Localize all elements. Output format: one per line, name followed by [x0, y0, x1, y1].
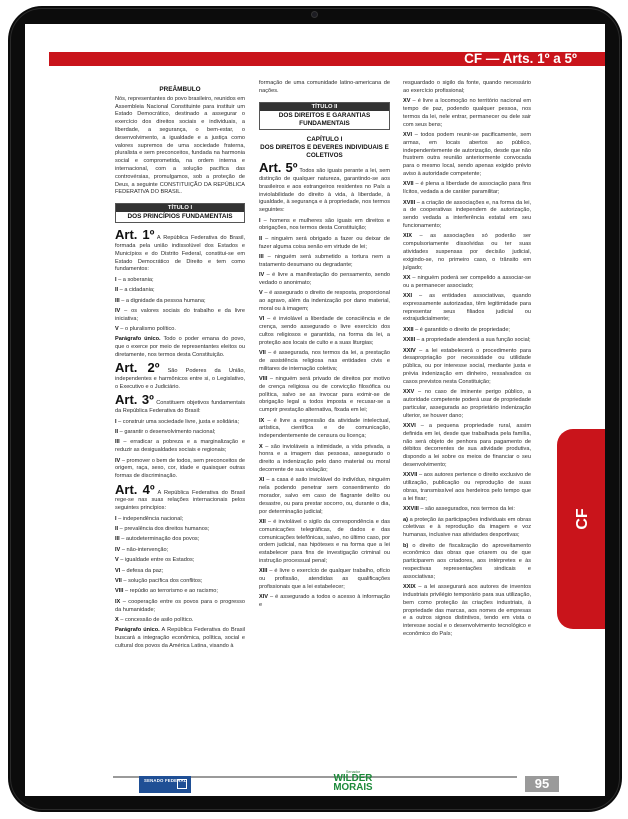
- list-item: [115, 617, 245, 625]
- list-item: [115, 429, 245, 437]
- item-number: IV: [115, 546, 121, 553]
- item-text: – as entidades associativas, quando expressamente autorizadas, têm legitimidade para representar seus filiados judicial ou extrajudicialmente;: [403, 293, 531, 323]
- article-1-paragrafo: [115, 336, 245, 359]
- item-text: – igualdade entre os Estados;: [118, 557, 195, 564]
- titulo-2-label: TÍTULO II: [260, 103, 389, 111]
- list-item: [115, 568, 245, 576]
- item-number: XIV: [259, 594, 269, 601]
- list-item: [259, 272, 390, 288]
- chapter-name: DOS DIREITOS E DEVERES INDIVIDUAIS E COLETIVOS: [260, 143, 389, 159]
- item-number: XXII: [403, 326, 414, 333]
- item-text: – a lei assegurará aos autores de inventos industriais privilégio temporário para sua utilização, bem como proteção às criações industriais, à propriedade das marcas, aos nomes de empresas e a outros signos distintivos, tendo em vista o interesse social e o desenvolvimento tecnológico e econômico do País;: [403, 584, 531, 637]
- senator-name-line-2: MORAIS: [333, 782, 373, 794]
- list-item: [115, 557, 245, 565]
- list-item: [259, 350, 390, 373]
- chapter-label: CAPÍTULO I: [306, 135, 343, 143]
- item-text: a proteção às participações individuais em obras coletivas e à reprodução da imagem e voz humanas, inclusive nas atividades desportivas;: [403, 516, 531, 539]
- article-5: [259, 162, 390, 215]
- column-1: [115, 78, 245, 653]
- list-item: [259, 519, 390, 566]
- article-3-heading: Art. 3º: [115, 392, 154, 408]
- item-text: – é livre a manifestação do pensamento, sendo vedado o anonimato;: [259, 272, 390, 286]
- list-item: [115, 326, 245, 334]
- item-text: – é assegurado a todos o acesso à informação e: [259, 594, 390, 609]
- item-text: – a pequena propriedade rural, assim definida em lei, desde que trabalhada pela família, não será objeto de penhora para pagamento de débitos decorrentes de sua atividade produtiva, dispondo a lei sobre os meios de financiar o seu desenvolvimento;: [403, 423, 531, 468]
- item-number: II: [115, 525, 119, 532]
- list-item: [403, 517, 531, 540]
- list-item: [403, 293, 531, 324]
- list-item: [403, 348, 531, 387]
- list-item: [115, 419, 245, 427]
- list-item: [403, 275, 531, 291]
- article-5-items-continued: [403, 98, 531, 639]
- article-4: [115, 481, 245, 513]
- item-text: – a casa é asilo inviolável do indivíduo, ninguém nela podendo penetrar sem consentimento do morador, salvo em caso de flagrante delito ou desastre, ou para prestar socorro, ou, durante o dia, por determinação judicial;: [259, 477, 390, 515]
- list-item: [403, 132, 531, 179]
- list-item: [259, 568, 390, 591]
- article-1-text: A República Federativa do Brasil, formada pela união indissolúvel dos Estados e Municípios e do Distrito Federal, constitui-se em Estado Democrático de Direito e tem como fundamentos:: [115, 235, 245, 273]
- item-text: – garantir o desenvolvimento nacional;: [118, 429, 216, 436]
- item-text: – erradicar a pobreza e a marginalização e reduzir as desigualdades sociais e regionais;: [115, 439, 245, 454]
- item-number: I: [115, 515, 117, 522]
- item-text: – é inviolável o sigilo da correspondência e das comunicações telegráficas, de dados e das comunicações telefônicas, salvo, no último caso, por ordem judicial, nas hipóteses e na forma que a lei estabelecer para fins de investigação criminal ou instrução processual penal;: [259, 518, 390, 564]
- item-number: II: [259, 235, 263, 242]
- article-3-text: Constituem objetivos fundamentais da República Federativa do Brasil:: [115, 400, 245, 415]
- item-number: XVII: [403, 181, 414, 188]
- item-number: XX: [403, 274, 411, 281]
- item-text: – ninguém poderá ser compelido a associar-se ou a permanecer associado;: [403, 274, 531, 289]
- camera-icon: [311, 11, 318, 18]
- item-text: – a soberania;: [116, 276, 154, 283]
- titulo-1-label: TÍTULO I: [116, 204, 244, 212]
- list-item: [115, 547, 245, 555]
- article-4-paragrafo-label: Parágrafo único.: [115, 627, 160, 634]
- list-item: [403, 472, 531, 503]
- titulo-1-name: DOS PRINCÍPIOS FUNDAMENTAIS: [127, 213, 233, 221]
- list-item: [403, 423, 531, 470]
- item-number: II: [115, 429, 119, 436]
- list-item: [115, 588, 245, 596]
- title-box-titulo-1: [115, 203, 245, 223]
- item-number: XXVII: [403, 472, 418, 479]
- list-item: [259, 218, 390, 234]
- item-text: – é inviolável a liberdade de consciência e de crença, sendo assegurado o livre exercício dos cultos religiosos e garantida, na forma da lei, a proteção aos locais de culto e a suas liturgias;: [259, 316, 390, 346]
- list-item: [259, 290, 390, 313]
- list-item: [115, 516, 245, 524]
- item-text: – promover o bem de todos, sem preconceitos de origem, raça, sexo, cor, idade e quaisquer outras formas de discriminação.: [115, 457, 245, 480]
- article-1-paragrafo-label: Parágrafo único.: [115, 336, 161, 343]
- list-item: [259, 376, 390, 415]
- list-item: [115, 599, 245, 615]
- article-2: [115, 362, 245, 391]
- item-text: – é plena a liberdade de associação para fins lícitos, vedada a de caráter paramilitar;: [403, 181, 531, 196]
- item-number: VIII: [115, 588, 124, 595]
- article-1-paragrafo-text: Todo o poder emana do povo, que o exerce por meio de representantes eleitos ou diretamente, nos termos desta Constituição.: [115, 336, 245, 359]
- titulo-2-name: DOS DIREITOS E GARANTIAS FUNDAMENTAIS: [278, 111, 371, 127]
- item-number: V: [259, 290, 263, 297]
- item-number: XV: [403, 98, 411, 105]
- item-number: III: [259, 253, 264, 260]
- preambulo-text: Nós, representantes do povo brasileiro, reunidos em Assembleia Nacional Constituinte para instituir um Estado Democrático, destinado a assegurar o exercício dos direitos sociais e individuais, a liberdade, a segurança, o bem-estar, o desenvolvimento, a igualdade e a justiça como valores supremos de uma sociedade fraterna, pluralista e sem preconceitos, fundada na harmonia social e comprometida, na ordem interna e internacional, com a solução pacífica das controvérsias, promulgamos, sob a proteção de Deus, a seguinte CONSTITUIÇÃO DA REPÚBLICA FEDERATIVA DO BRASIL.: [115, 95, 245, 196]
- item-number: I: [115, 276, 117, 283]
- list-item: [115, 458, 245, 481]
- article-1: [115, 229, 245, 274]
- column-2: [259, 80, 390, 613]
- item-text: – é livre o exercício de qualquer trabalho, ofício ou profissão, atendidas as qualificações profissionais que a lei estabelecer;: [259, 568, 390, 590]
- item-text: – é assegurado o direito de resposta, proporcional ao agravo, além da indenização por dano material, moral ou à imagem;: [259, 290, 390, 312]
- list-item: [115, 526, 245, 534]
- item-number: XXIV: [403, 347, 416, 354]
- item-text: – ninguém será submetido a tortura nem a tratamento desumano ou degradante;: [259, 253, 390, 268]
- item-number: VI: [115, 567, 121, 574]
- article-4-items: [115, 516, 245, 625]
- item-text: – a dignidade da pessoa humana;: [119, 297, 206, 304]
- item-number: VIII: [259, 376, 268, 383]
- item-number: XIX: [403, 233, 413, 240]
- item-text: – a cidadania;: [118, 287, 155, 294]
- item-number: II: [115, 287, 119, 294]
- item-text: – aos autores pertence o direito exclusivo de utilização, publicação ou reprodução de suas obras, transmissível aos herdeiros pelo tempo que a lei fixar;: [403, 472, 531, 502]
- list-item: [115, 578, 245, 586]
- item-number: XXVI: [403, 423, 416, 429]
- list-item: [403, 389, 531, 420]
- item-text: – cooperação entre os povos para o progresso da humanidade;: [115, 598, 245, 613]
- article-5-text: Todos são iguais perante a lei, sem distinção de qualquer natureza, garantindo-se aos brasileiros e aos estrangeiros residentes no País a inviolabilidade do direito à vida, à liberdade, à igualdade, à segurança e à propriedade, nos termos seguintes:: [259, 168, 390, 214]
- item-text: – é livre a expressão da atividade intelectual, artística, científica e de comunicação, independentemente de censura ou licença;: [259, 417, 390, 440]
- item-number: XXV: [403, 389, 415, 396]
- article-1-items: [115, 277, 245, 334]
- article-5-items: [259, 218, 390, 610]
- page-number: 95: [525, 776, 559, 792]
- list-item: [403, 181, 531, 197]
- list-item: [115, 287, 245, 295]
- article-4-paragrafo: [115, 627, 245, 650]
- title-box-titulo-2: [259, 102, 390, 130]
- item-text: o direito de fiscalização do aproveitamento econômico das obras que criarem ou de que participarem aos criadores, aos intérpretes e às respectivas representações sindicais e associativas;: [403, 542, 531, 580]
- list-item: [259, 418, 390, 441]
- item-text: – concessão de asilo político.: [118, 616, 194, 623]
- item-text: – não-intervenção;: [120, 546, 169, 553]
- list-item: [115, 308, 245, 324]
- senado-federal-logo: [139, 776, 191, 793]
- item-number: III: [115, 536, 120, 543]
- senator-logo: [323, 770, 383, 793]
- list-item: [259, 477, 390, 516]
- senator-prefix: Senador: [345, 770, 361, 774]
- item-number: XVI: [403, 131, 413, 138]
- article-1-heading: Art. 1º: [115, 227, 155, 243]
- item-text: – é garantido o direito de propriedade;: [413, 326, 510, 333]
- list-item: [115, 439, 245, 455]
- list-item: [115, 536, 245, 544]
- list-item: [403, 327, 531, 335]
- article-4-text: A República Federativa do Brasil rege-se nas suas relações internacionais pelos seguintes princípios:: [115, 489, 245, 512]
- list-item: [259, 316, 390, 347]
- item-number: VII: [259, 350, 266, 357]
- item-text: – repúdio ao terrorismo e ao racismo;: [123, 588, 218, 595]
- item-number: III: [115, 297, 120, 304]
- article-2-heading: Art. 2º: [115, 360, 160, 376]
- continued-text: formação de uma comunidade latino-americana de nações.: [259, 80, 390, 94]
- item-text: – é assegurada, nos termos da lei, a prestação de assistência religiosa nas entidades civis e militares de internação coletiva;: [259, 350, 390, 372]
- item-number: VI: [259, 316, 265, 323]
- item-number: a): [403, 516, 408, 523]
- list-item: [259, 254, 390, 270]
- item-number: V: [115, 326, 119, 333]
- article-2-text: São Poderes da União, independentes e harmônicos entre si, o Legislativo, o Executivo e o Judiciário.: [115, 368, 245, 391]
- item-text: – no caso de iminente perigo público, a autoridade competente poderá usar de propriedade particular, assegurada ao proprietário indenização ulterior, se houver dano;: [403, 389, 531, 419]
- list-item: [403, 543, 531, 582]
- column-3: [403, 80, 531, 641]
- item-number: XXI: [403, 293, 413, 300]
- item-text: – defesa da paz;: [120, 567, 164, 574]
- list-item: [403, 584, 531, 639]
- item-text: – são invioláveis a intimidade, a vida privada, a honra e a imagem das pessoas, assegurado o direito a indenização pelo dano material ou moral decorrente de sua violação;: [259, 443, 390, 474]
- item-text: – ninguém será obrigado a fazer ou deixar de fazer alguma coisa senão em virtude de lei;: [259, 235, 390, 250]
- item-number: XXIX: [403, 584, 416, 591]
- article-3: [115, 394, 245, 416]
- list-item: [403, 98, 531, 129]
- item-text: – solução pacífica dos conflitos;: [121, 577, 203, 584]
- section-tab-label: CF: [574, 508, 591, 530]
- senado-building-icon: [177, 779, 187, 789]
- item-text: – é livre a locomoção no território nacional em tempo de paz, podendo qualquer pessoa, nos termos da lei, nele entrar, permanecer ou dele sair com seus bens;: [403, 98, 531, 128]
- item-text: – prevalência dos direitos humanos;: [118, 525, 210, 532]
- item-text: – os valores sociais do trabalho e da livre iniciativa;: [115, 307, 245, 322]
- item-text: – a propriedade atenderá a sua função social;: [415, 337, 531, 344]
- list-item: [403, 337, 531, 345]
- continued-text: resguardado o sigilo da fonte, quando necessário ao exercício profissional;: [403, 80, 531, 94]
- item-number: XXVIII: [403, 506, 419, 513]
- item-text: – todos podem reunir-se pacificamente, sem armas, em locais abertos ao público, independentemente de autorização, desde que não frustrem outra reunião anteriormente convocada para o mesmo local, sendo apenas exigido prévio aviso à autoridade competente;: [403, 131, 531, 177]
- senator-name-line-1: WILDER: [333, 773, 373, 784]
- article-5-heading: Art. 5º: [259, 160, 298, 176]
- list-item: [259, 594, 390, 610]
- list-item: [115, 277, 245, 285]
- list-item: [259, 444, 390, 475]
- list-item: [115, 298, 245, 306]
- page-title: CF — Arts. 1º a 5º: [464, 51, 577, 66]
- item-number: IV: [115, 307, 121, 314]
- item-text: – o pluralismo político.: [118, 326, 176, 333]
- article-4-heading: Art. 4º: [115, 481, 155, 497]
- item-text: – são assegurados, nos termos da lei:: [418, 506, 515, 513]
- item-number: IV: [259, 272, 265, 279]
- item-number: I: [115, 418, 117, 425]
- article-4-paragrafo-text: A República Federativa do Brasil buscará a integração econômica, política, social e cultural dos povos da América Latina, visando à: [115, 627, 245, 649]
- item-text: – autodeterminação dos povos;: [119, 536, 200, 543]
- item-text: – construir uma sociedade livre, justa e solidária;: [116, 418, 240, 425]
- list-item: [403, 200, 531, 231]
- senado-federal-label: SENADO FEDERAL: [144, 778, 187, 783]
- list-item: [403, 506, 531, 514]
- item-number: V: [115, 557, 119, 564]
- item-number: VII: [115, 577, 122, 584]
- article-3-items: [115, 419, 245, 481]
- item-number: X: [115, 616, 119, 623]
- list-item: [259, 236, 390, 252]
- item-number: XI: [259, 477, 265, 484]
- list-item: [403, 233, 531, 272]
- item-number: IX: [259, 417, 265, 424]
- item-text: – independência nacional;: [116, 515, 184, 522]
- item-number: III: [115, 439, 120, 446]
- item-number: b): [403, 542, 409, 549]
- item-number: XVIII: [403, 199, 416, 206]
- item-text: – a criação de associações e, na forma da lei, a de cooperativas independem de autorização, sendo vedada a interferência estatal em seu funcionamento;: [403, 199, 531, 229]
- document-page: [25, 24, 605, 796]
- item-text: – ninguém será privado de direitos por motivo de crença religiosa ou de convicção filosófica ou política, salvo se as invocar para eximir-se de obrigação legal a todos imposta e recusar-se a cumprir prestação alternativa, fixada em lei;: [259, 376, 390, 414]
- item-number: X: [259, 443, 263, 450]
- item-text: – homens e mulheres são iguais em direitos e obrigações, nos termos desta Constituição;: [259, 217, 390, 232]
- item-number: XIII: [259, 568, 268, 575]
- item-number: I: [259, 217, 261, 224]
- item-number: IV: [115, 457, 121, 464]
- item-text: – as associações só poderão ser compulsoriamente dissolvidas ou ter suas atividades suspensas por decisão judicial, exigindo-se, no primeiro caso, o trânsito em julgado;: [403, 233, 531, 271]
- item-number: IX: [115, 598, 121, 605]
- item-number: XXIII: [403, 337, 416, 344]
- item-number: XII: [259, 518, 266, 525]
- preambulo-title: PREÂMBULO: [159, 86, 201, 93]
- item-text: – a lei estabelecerá o procedimento para desapropriação por necessidade ou utilidade pública, ou por interesse social, mediante justa e prévia indenização em dinheiro, ressalvados os casos previstos nesta Constituição;: [403, 347, 531, 385]
